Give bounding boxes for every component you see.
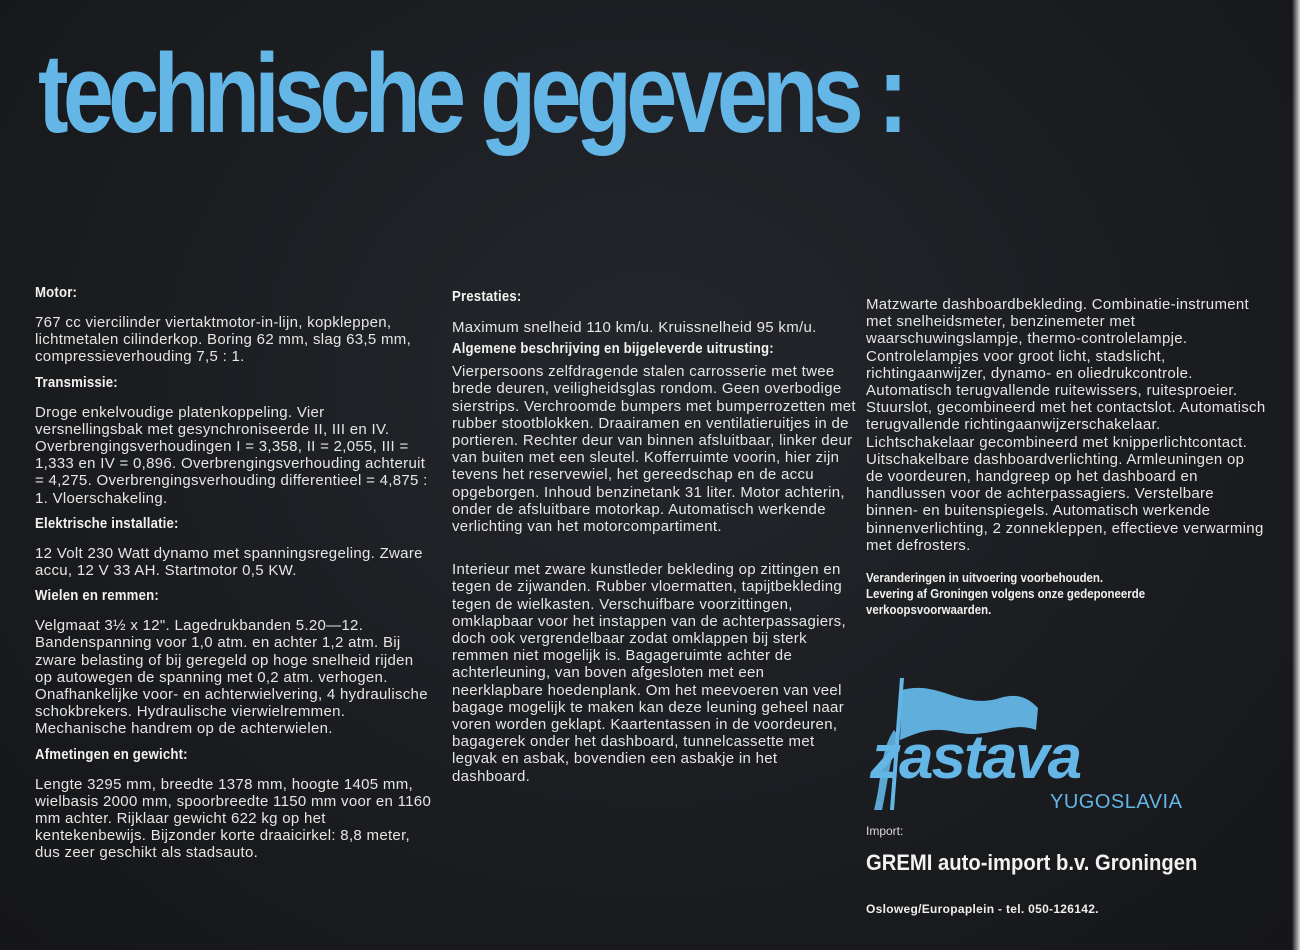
heading-elektrische-installatie: Elektrische installatie: xyxy=(35,514,179,532)
text-motor: 767 cc viercilinder viertaktmotor-in-lijn, kopkleppen, lichtmetalen cilinderkop. Boring 62 mm, slag 63,5 mm, compressieverhouding 7,5 : 1. xyxy=(35,314,412,366)
text-elektrische-installatie: 12 Volt 230 Watt dynamo met spanningsregeling. Zware accu, 12 V 33 AH. Startmotor 0,5 KW. xyxy=(35,544,423,580)
heading-afmetingen: Afmetingen en gewicht: xyxy=(35,745,188,763)
text-interieur: Interieur met zware kunstleder bekleding op zittingen en tegen de zijwanden. Rubber vloermatten, tapijtbekleding tegen de wielkasten. Verschuifbare voorzittingen, omklapbaar voor het instappen van de achterpassagiers, doch ook vergrendelbaar zodat omklappen bij sterk remmen niet mogelijk is. Bagageruimte achter de achterleuning, van boven afgesloten met een neerklapbare hoedenplank. Om het meevoeren van veel bagage mogelijk te maken kan deze leuning geheel naar voren worden geklapt. Kaartentassen in de voordeuren, bagagerek onder het dashboard, tunnelcassette met legvak en asbak, bovendien een asbakje in het dashboard. xyxy=(452,561,846,785)
zastava-logo xyxy=(860,670,1220,820)
logo-country: YUGOSLAVIA xyxy=(1050,791,1183,813)
note-line-1: Veranderingen in uitvoering voorbehouden. xyxy=(866,570,1104,586)
importer-name: GREMI auto-import b.v. Groningen xyxy=(866,850,1198,875)
column-middle xyxy=(452,288,857,793)
text-algemene-beschrijving: Vierpersoons zelfdragende stalen carrosserie met twee brede deuren, veiligheidsglas rondom. Geen overbodige sierstrips. Verchroomde bumpers met bumperrozetten met rubber stootblokken. Draairamen en ventilatieruitjes in de portieren. Rechter deur van binnen afsluitbaar, linker deur van buiten met een sleutel. Kofferruimte voorin, hier zijn tevens het reservewiel, het gereedschap en de accu opgeborgen. Inhoud benzinetank 31 liter. Motor achterin, onder de afsluitbare motorkap. Automatisch werkende verlichting van het motorcompartiment. xyxy=(452,363,856,536)
text-prestaties: Maximum snelheid 110 km/u. Kruissnelheid 95 km/u. xyxy=(452,319,817,336)
heading-transmissie: Transmissie: xyxy=(35,373,118,391)
text-afmetingen: Lengte 3295 mm, breedte 1378 mm, hoogte 1405 mm, wielbasis 2000 mm, spoorbreedte 1150 mm voor en 1160 mm achter. Rijklaar gewicht 622 kg op het kentekenbewijs. Bijzonder korte draaicirkel: 8,8 meter, dus zeer geschikt als stadsauto. xyxy=(35,775,432,862)
page-title: technische gegevens : xyxy=(38,31,903,156)
note-line-2: Levering af Groningen volgens onze gedeponeerde xyxy=(866,586,1146,602)
importer-address: Osloweg/Europaplein - tel. 050-126142. xyxy=(866,902,1099,916)
logo-wordmark: zastava xyxy=(870,723,1081,792)
note-line-3: verkoopsvoorwaarden. xyxy=(866,602,992,618)
page-edge xyxy=(1292,0,1300,950)
column-left xyxy=(35,284,435,870)
heading-wielen-en-remmen: Wielen en remmen: xyxy=(35,587,159,605)
text-transmissie: Droge enkelvoudige platenkoppeling. Vier versnellingsbak met gesynchroniseerde II, III en IV. Overbrengingsverhoudingen I = 3,358, II = 2,055, III = 1,333 en IV = 0,896. Overbrengingsverhouding achteruit = 4,275. Overbrengingsverhouding differentieel = 4,875 : 1. Vloerschakeling. xyxy=(35,403,428,507)
column-right xyxy=(866,296,1266,618)
heading-algemene-beschrijving: Algemene beschrijving en bijgeleverde uitrusting: xyxy=(452,340,774,358)
heading-prestaties: Prestaties: xyxy=(452,288,522,305)
text-dashboard: Matzwarte dashboardbekleding. Combinatie-instrument met snelheidsmeter, benzinemeter met waarschuwingslampje, thermo-controlelampje. Controlelampjes voor groot licht, stadslicht, richtingaanwijzer, dynamo- en oliedrukcontrole. Automatisch terugvallende ruitewissers, ruitesproeier. Stuurslot, gecombineerd met het contactslot. Automatisch terugvallende richtingaanwijzerschakelaar. Lichtschakelaar gecombineerd met knipperlichtcontact. Uitschakelbare dashboardverlichting. Armleuningen op de voordeuren, handgreep op het dashboard en handlussen voor de achterpassagiers. Verstelbare binnen- en buitenspiegels. Automatisch werkende binnenverlichting, 2 zonnekleppen, effectieve verwarming met defrosters. xyxy=(866,296,1266,554)
disclaimer-note xyxy=(866,570,1218,618)
text-wielen-en-remmen: Velgmaat 3½ x 12". Lagedrukbanden 5.20—12. Bandenspanning voor 1,0 atm. en achter 1,2 atm. Bij zware belasting of bij geregeld op hoge snelheid rijden op autowegen de spanning met 0,2 atm. verhogen. Onafhankelijke voor- en achterwielvering, 4 hydraulische schokbrekers. Hydraulische vierwielremmen. Mechanische handrem op de achterwielen. xyxy=(35,617,428,738)
heading-motor: Motor: xyxy=(35,284,78,301)
import-label: Import: xyxy=(866,824,904,838)
